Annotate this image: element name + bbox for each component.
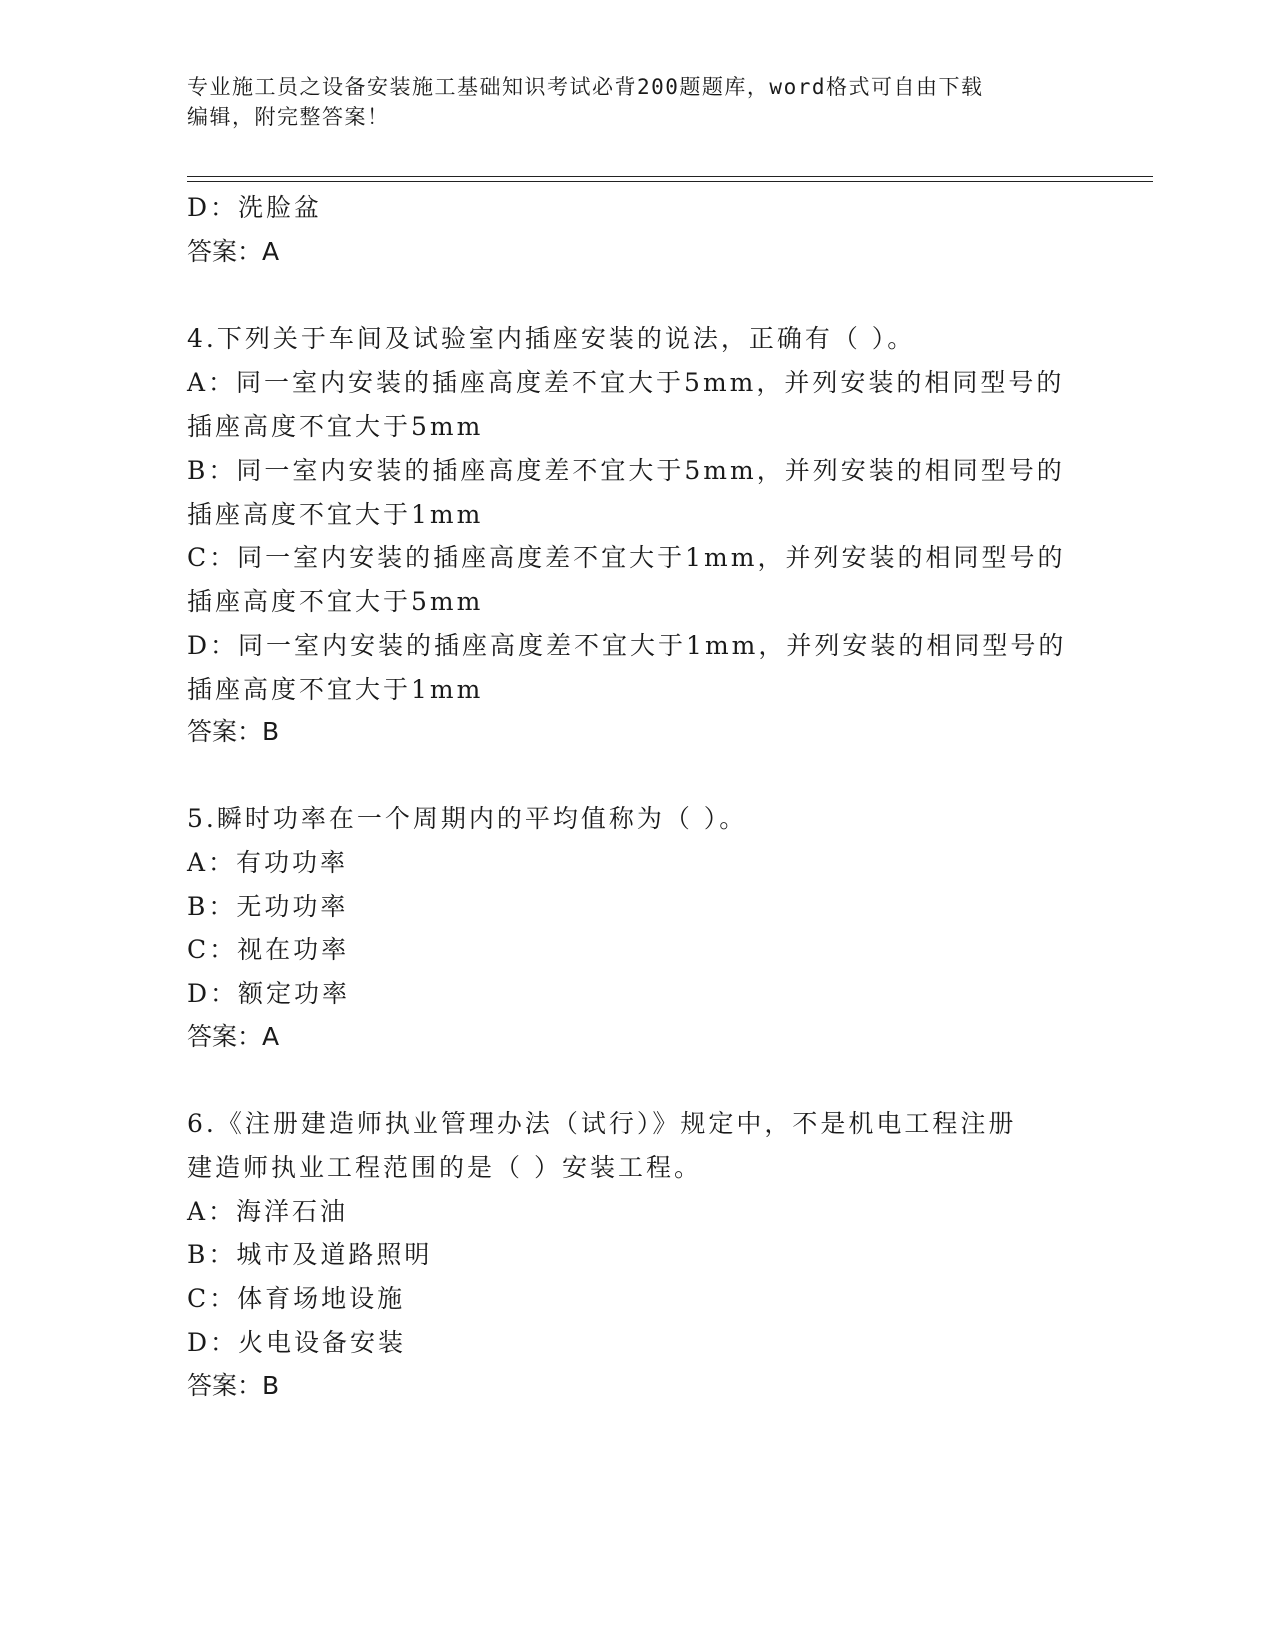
q4-option-d-line2: 插座高度不宜大于1mm (187, 675, 484, 704)
q5-option-d: D：额定功率 (187, 979, 351, 1008)
header-line-1: 专业施工员之设备安装施工基础知识考试必背200题题库，word格式可自由下载 (187, 75, 984, 99)
q5-option-b: B：无功功率 (187, 892, 349, 921)
q5-stem: 5.瞬时功率在一个周期内的平均值称为（ ）。 (187, 804, 748, 833)
q6-option-d: D：火电设备安装 (187, 1328, 407, 1357)
q5-option-c: C：视在功率 (187, 935, 350, 964)
header-rule-top (187, 176, 1153, 177)
q4-stem: 4.下列关于车间及试验室内插座安装的说法，正确有（ ）。 (187, 324, 916, 353)
q5-option-a: A：有功功率 (187, 848, 349, 877)
q6-option-b: B：城市及道路照明 (187, 1240, 433, 1269)
q6-option-a: A：海洋石油 (187, 1197, 349, 1226)
header-rule-bottom (187, 181, 1153, 182)
q4-option-d-line1: D：同一室内安装的插座高度差不宜大于1mm，并列安装的相同型号的 (187, 631, 1067, 660)
q4-option-b-line2: 插座高度不宜大于1mm (187, 500, 484, 529)
q4-option-a-line2: 插座高度不宜大于5mm (187, 412, 484, 441)
header-line-2: 编辑，附完整答案！ (187, 105, 390, 129)
q4-option-b-line1: B：同一室内安装的插座高度差不宜大于5mm，并列安装的相同型号的 (187, 456, 1065, 485)
q6-stem-line2: 建造师执业工程范围的是（ ）安装工程。 (187, 1153, 702, 1182)
q4-option-c-line2: 插座高度不宜大于5mm (187, 587, 484, 616)
prev-answer: 答案：A (187, 237, 280, 266)
q6-option-c: C：体育场地设施 (187, 1284, 406, 1313)
q6-stem-line1: 6.《注册建造师执业管理办法（试行）》规定中，不是机电工程注册 (187, 1109, 1017, 1138)
q4-option-c-line1: C：同一室内安装的插座高度差不宜大于1mm，并列安装的相同型号的 (187, 543, 1066, 572)
page-header (187, 72, 1067, 132)
q4-answer: 答案：B (187, 717, 280, 746)
q4-option-a-line1: A：同一室内安装的插座高度差不宜大于5mm，并列安装的相同型号的 (187, 368, 1065, 397)
prev-option-d: D：洗脸盆 (187, 193, 323, 222)
q5-answer: 答案：A (187, 1022, 280, 1051)
q6-answer: 答案：B (187, 1371, 280, 1400)
